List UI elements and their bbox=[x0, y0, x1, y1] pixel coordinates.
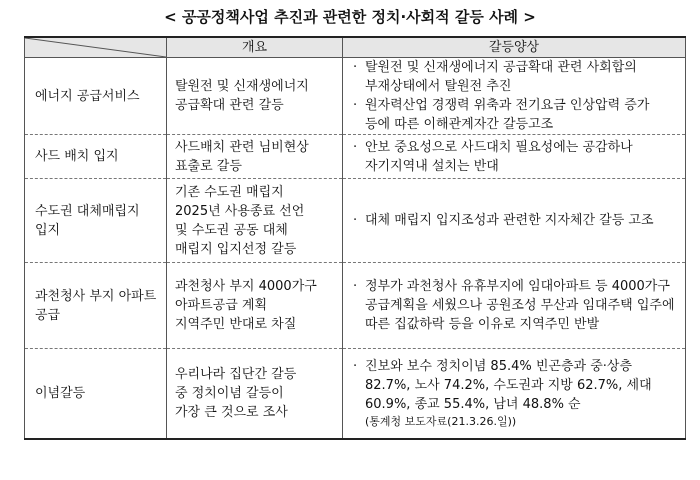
row-summary bbox=[167, 179, 343, 263]
conflict-item bbox=[353, 138, 677, 176]
summary-line: 2025년 사용종료 선언 bbox=[175, 203, 305, 219]
row-summary bbox=[167, 135, 343, 179]
conflict-text: 대체 매립지 입지조성과 관련한 지자체간 갈등 고조 bbox=[365, 213, 654, 228]
header-conflict: 갈등양상 bbox=[343, 37, 686, 58]
header-diagonal-cell bbox=[25, 37, 167, 58]
table-row bbox=[25, 179, 686, 263]
page-title: < 공공정책사업 추진과 관련한 정치·사회적 갈등 사례 > bbox=[164, 8, 536, 26]
row-conflict bbox=[343, 179, 686, 263]
table-row bbox=[25, 349, 686, 439]
conflict-text: 진보와 보수 정치이념 85.4% 빈곤층과 중·상층 82.7%, 노사 74.2%, 수도권과 지방 62.7%, 세대 60.9%, 종교 55.4%, 남녀 48.8% 순 bbox=[365, 359, 652, 413]
table-header-row bbox=[25, 37, 686, 58]
row-topic: 과천청사 부지 아파트 공급 bbox=[25, 263, 167, 349]
summary-line: 중 정치이념 갈등이 bbox=[175, 385, 284, 401]
row-summary bbox=[167, 58, 343, 135]
bullet-mark: · bbox=[353, 359, 358, 375]
conflict-item bbox=[353, 277, 677, 334]
header-summary: 개요 bbox=[167, 37, 343, 58]
bullet-mark: · bbox=[353, 279, 358, 294]
row-conflict bbox=[343, 135, 686, 179]
summary-line: 표출로 갈등 bbox=[175, 158, 242, 174]
bullet-mark: · bbox=[353, 98, 358, 113]
summary-line: 사드배치 관련 님비현상 bbox=[175, 139, 309, 155]
row-conflict bbox=[343, 58, 686, 135]
summary-line: 지역주민 반대로 차질 bbox=[175, 317, 297, 332]
conflict-text: 정부가 과천청사 유휴부지에 임대아파트 등 4000가구 공급계획을 세웠으나 공원조성 무산과 임대주택 입주에 따른 집값하락 등을 이유로 지역주민 반발 bbox=[365, 279, 675, 332]
row-conflict bbox=[343, 263, 686, 349]
summary-line: 매립지 입지선정 갈등 bbox=[175, 241, 297, 257]
summary-line: 및 수도권 공동 대체 bbox=[175, 222, 288, 238]
bullet-mark: · bbox=[353, 213, 358, 228]
summary-line: 과천청사 부지 4000가구 bbox=[175, 279, 317, 294]
summary-line: 탈원전 및 신재생에너지 bbox=[175, 79, 309, 94]
table-row bbox=[25, 263, 686, 349]
conflict-item bbox=[353, 58, 677, 96]
summary-line: 기존 수도권 매립지 bbox=[175, 184, 284, 200]
source-note: (통계청 보도자료(21.3.26.일)) bbox=[365, 415, 517, 429]
row-topic: 사드 배치 입지 bbox=[25, 135, 167, 179]
conflict-text: 안보 중요성으로 사드대치 필요성에는 공감하나 자기지역내 설치는 반대 bbox=[365, 139, 633, 174]
row-topic: 수도권 대체매립지 입지 bbox=[25, 179, 167, 263]
conflict-item bbox=[353, 357, 677, 414]
row-summary bbox=[167, 263, 343, 349]
table-row bbox=[25, 135, 686, 179]
bullet-mark: · bbox=[353, 60, 358, 75]
summary-line: 가장 큰 것으로 조사 bbox=[175, 404, 288, 420]
summary-line: 우리나라 집단간 갈등 bbox=[175, 366, 297, 382]
row-summary bbox=[167, 349, 343, 439]
row-conflict bbox=[343, 349, 686, 439]
conflict-table-container bbox=[24, 36, 685, 440]
bullet-mark: · bbox=[353, 139, 358, 155]
table-row bbox=[25, 58, 686, 135]
diagonal-line bbox=[25, 38, 166, 57]
row-topic: 에너지 공급서비스 bbox=[25, 58, 167, 135]
summary-line: 공급확대 관련 갈등 bbox=[175, 98, 284, 113]
conflict-item bbox=[353, 96, 677, 134]
conflict-text: 탈원전 및 신재생에너지 공급확대 관련 사회합의 부재상태에서 탈원전 추진 bbox=[365, 60, 637, 94]
row-topic: 이념갈등 bbox=[25, 349, 167, 439]
conflict-text: 원자력산업 경쟁력 위축과 전기요금 인상압력 증가 등에 따른 이해관계자간 갈등고조 bbox=[365, 98, 650, 132]
summary-line: 아파트공급 계획 bbox=[175, 298, 268, 313]
conflict-cases-table bbox=[24, 36, 686, 440]
conflict-item bbox=[353, 211, 677, 230]
